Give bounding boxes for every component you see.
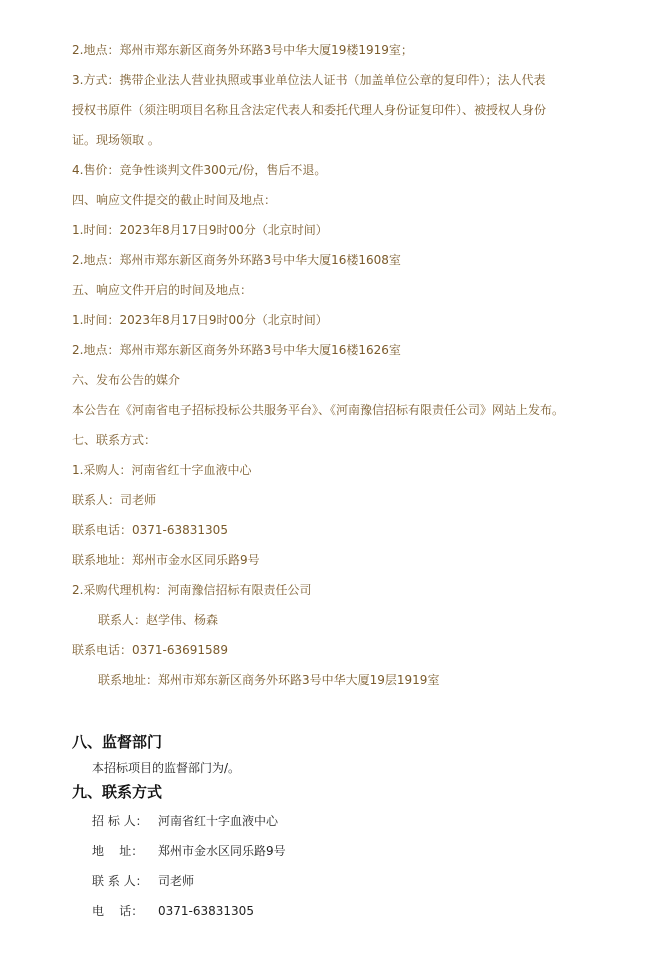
submission-time-line: 1.时间：2023年8月17日9时00分（北京时间）	[72, 223, 328, 237]
contact-person-label: 联 系 人：	[92, 874, 148, 888]
phone-row	[92, 903, 254, 919]
address-value: 郑州市金水区同乐路9号	[158, 844, 286, 858]
contact-person-value: 司老师	[158, 874, 195, 888]
address-row	[92, 843, 286, 859]
tenderer-label: 招 标 人：	[92, 814, 148, 828]
address-label: 地 址：	[92, 844, 144, 858]
agency-contact-line: 联系人：赵学伟、杨森	[98, 613, 219, 627]
agency-line: 2.采购代理机构：河南豫信招标有限责任公司	[72, 583, 312, 597]
pickup-method-line-2: 授权书原件（须注明项目名称且含法定代表人和委托代理人身份证复印件）、被授权人身份	[72, 103, 547, 117]
agency-address-line: 联系地址：郑州市郑东新区商务外环路3号中华大厦19层1919室	[98, 673, 440, 687]
tenderer-row	[92, 813, 278, 829]
media-text-line: 本公告在《河南省电子招标投标公共服务平台》、《河南豫信招标有限责任公司》网站上发布。	[72, 403, 565, 417]
purchaser-contact-line: 联系人：司老师	[72, 493, 157, 507]
pickup-method-line: 3.方式：携带企业法人营业执照或事业单位法人证书（加盖单位公章的复印件）；法人代表	[72, 73, 546, 87]
purchaser-address-line: 联系地址：郑州市金水区同乐路9号	[72, 553, 260, 567]
pickup-method-line-3: 证。现场领取 。	[72, 133, 160, 147]
contact-person-row	[92, 873, 194, 889]
pickup-location-line: 2.地点：郑州市郑东新区商务外环路3号中华大厦19楼1919室；	[72, 43, 413, 57]
agency-phone-line: 联系电话：0371-63691589	[72, 643, 228, 657]
submission-location-line: 2.地点：郑州市郑东新区商务外环路3号中华大厦16楼1608室	[72, 253, 401, 267]
phone-label: 电 话：	[92, 904, 144, 918]
price-line: 4.售价：竞争性谈判文件300元/份，售后不退。	[72, 163, 327, 177]
submission-heading: 四、响应文件提交的截止时间及地点：	[72, 193, 277, 207]
phone-value: 0371-63831305	[158, 904, 254, 918]
opening-location-line: 2.地点：郑州市郑东新区商务外环路3号中华大厦16楼1626室	[72, 343, 401, 357]
opening-time-line: 1.时间：2023年8月17日9时00分（北京时间）	[72, 313, 328, 327]
section8-text: 本招标项目的监督部门为/。	[92, 761, 241, 775]
purchaser-phone-line: 联系电话：0371-63831305	[72, 523, 228, 537]
section9-heading: 九、联系方式	[72, 783, 163, 801]
opening-heading: 五、响应文件开启的时间及地点：	[72, 283, 253, 297]
media-heading: 六、发布公告的媒介	[72, 373, 181, 387]
contact-heading: 七、联系方式：	[72, 433, 157, 447]
tenderer-value: 河南省红十字血液中心	[158, 814, 279, 828]
section8-heading: 八、监督部门	[72, 733, 163, 751]
purchaser-line: 1.采购人：河南省红十字血液中心	[72, 463, 252, 477]
